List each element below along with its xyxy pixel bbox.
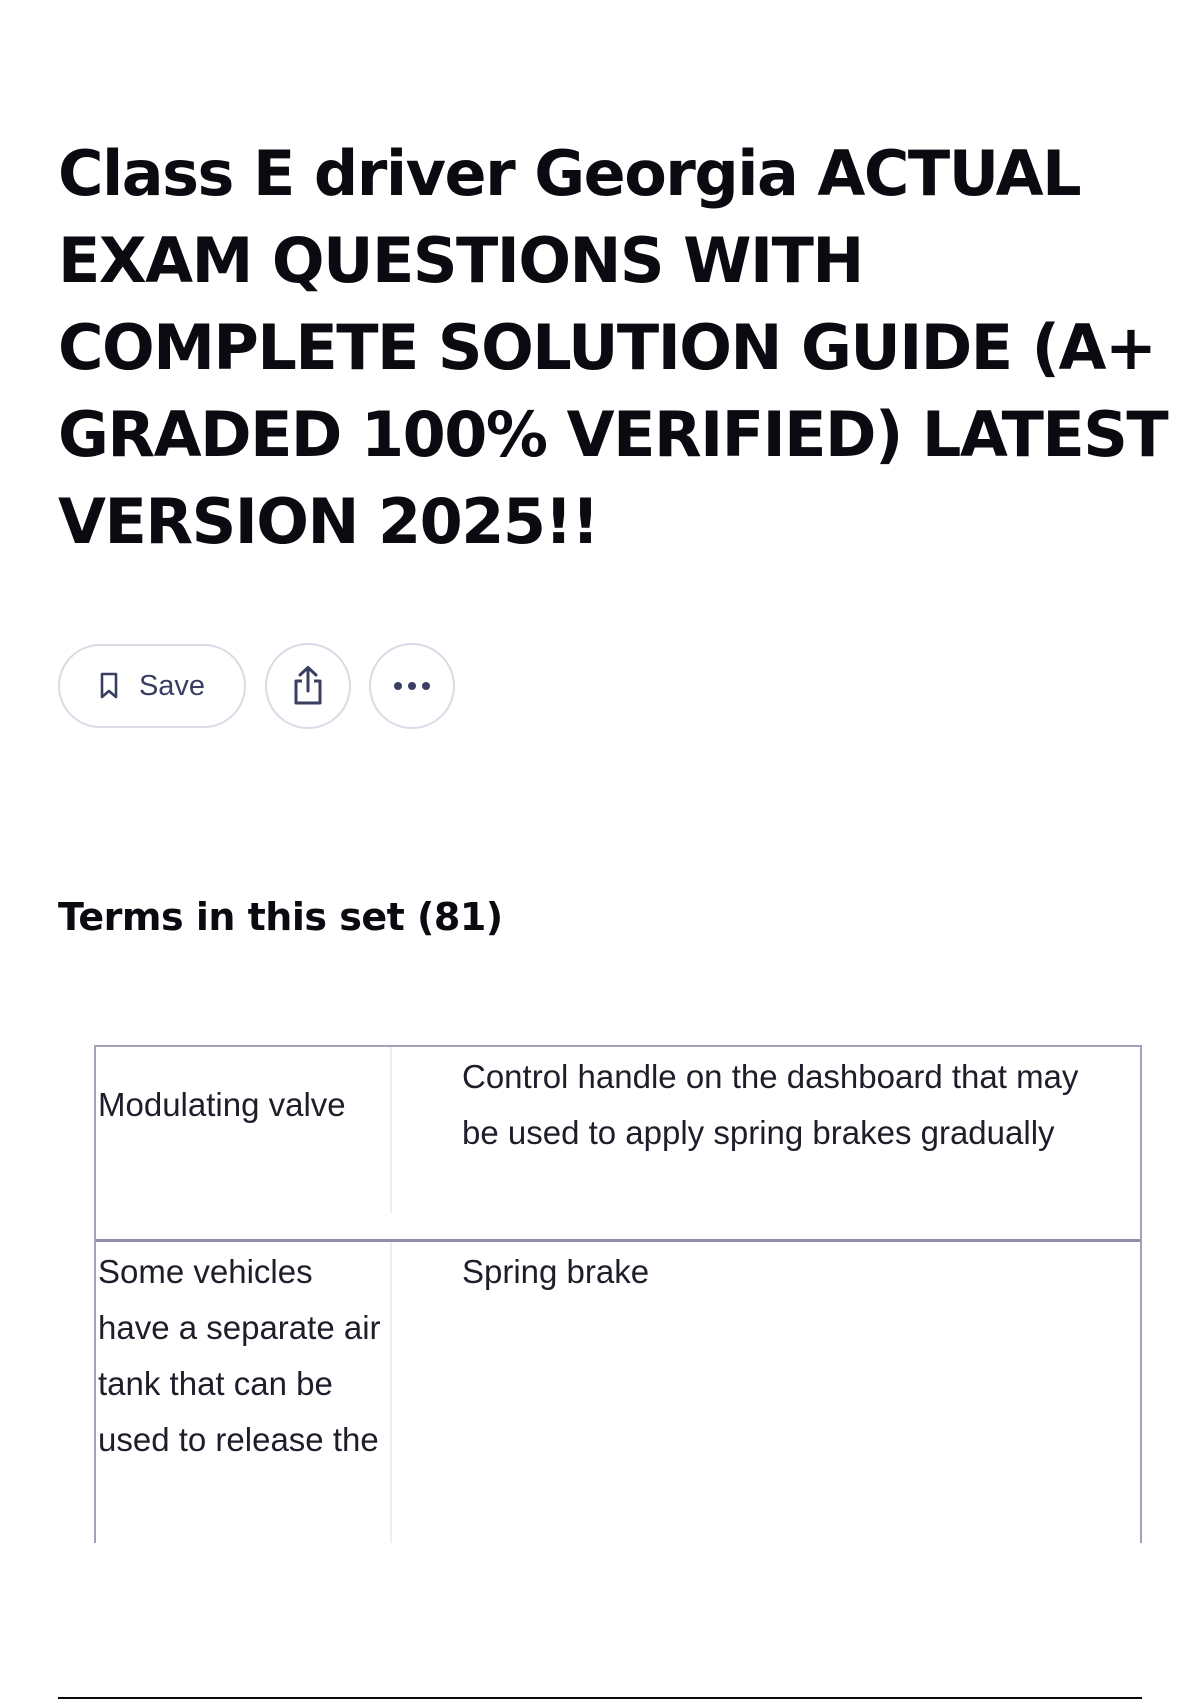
term-row[interactable] (96, 1239, 1140, 1543)
bottom-divider (58, 1697, 1142, 1699)
terms-heading: Terms in this set (81) (58, 895, 503, 939)
more-options-icon (392, 681, 432, 691)
share-button[interactable] (265, 643, 351, 729)
more-options-button[interactable] (369, 643, 455, 729)
term-word: Some vehicles have a separate air tank that can be used to release the (96, 1242, 392, 1543)
page-title: Class E driver Georgia ACTUAL EXAM QUESTIONS WITH COMPLETE SOLUTION GUIDE (A+ GRADED 100% VERIFIED) LATEST VERSION 2025!! (58, 137, 1168, 558)
term-definition: Spring brake (462, 1253, 650, 1290)
save-label: Save (138, 669, 206, 702)
terms-table (94, 1045, 1142, 1543)
share-icon (289, 665, 327, 707)
bookmark-icon (99, 672, 119, 700)
term-row[interactable] (96, 1047, 1140, 1239)
term-word: Modulating valve (96, 1047, 392, 1213)
action-bar (58, 643, 455, 729)
save-button[interactable] (58, 644, 246, 728)
term-definition: Control handle on the dashboard that may be used to apply spring brakes gradually (462, 1058, 1079, 1151)
